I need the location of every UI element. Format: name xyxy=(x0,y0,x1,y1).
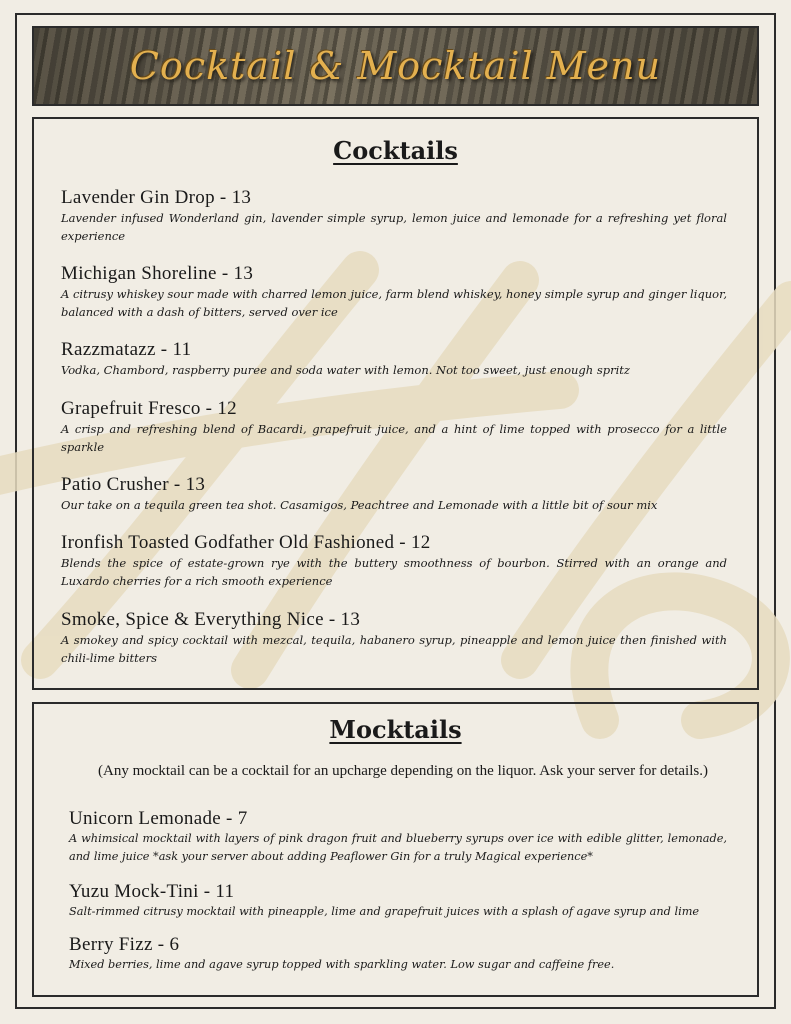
menu-header-banner xyxy=(32,26,759,106)
item-description: Vodka, Chambord, raspberry puree and soda water with lemon. Not too sweet, just enough spritz xyxy=(61,363,630,377)
cocktails-heading: Cocktails xyxy=(333,136,458,165)
item-description: A smokey and spicy cocktail with mezcal, tequila, habanero syrup, pineapple and lemon juice then finished with chili-lime bitters xyxy=(61,633,727,665)
menu-item xyxy=(69,934,727,974)
menu-item xyxy=(69,808,727,866)
menu-title: Cocktail & Mocktail Menu xyxy=(129,44,662,88)
menu-item xyxy=(61,263,727,321)
item-name: Yuzu Mock-Tini - 11 xyxy=(69,881,235,902)
item-description: Salt-rimmed citrusy mocktail with pineapple, lime and grapefruit juices with a splash of agave syrup and lime xyxy=(69,905,700,918)
mocktails-heading: Mocktails xyxy=(329,715,462,744)
item-description: Lavender infused Wonderland gin, lavender simple syrup, lemon juice and lemonade for a refreshing yet floral experience xyxy=(61,211,727,243)
item-name: Michigan Shoreline - 13 xyxy=(61,263,254,284)
item-description: A citrusy whiskey sour made with charred lemon juice, farm blend whiskey, honey simple syrup and ginger liquor, balanced with a dash of bitters, served over ice xyxy=(61,287,727,319)
item-name: Grapefruit Fresco - 12 xyxy=(61,398,237,419)
item-name: Berry Fizz - 6 xyxy=(69,934,180,955)
menu-item xyxy=(61,187,727,245)
item-name: Patio Crusher - 13 xyxy=(61,474,206,495)
menu-item xyxy=(61,398,727,456)
item-name: Ironfish Toasted Godfather Old Fashioned - 12 xyxy=(61,532,431,553)
item-name: Smoke, Spice & Everything Nice - 13 xyxy=(61,609,361,630)
item-name: Unicorn Lemonade - 7 xyxy=(69,808,248,829)
menu-item xyxy=(61,532,727,590)
mocktails-section xyxy=(32,702,759,997)
menu-item xyxy=(61,474,727,514)
item-description: A whimsical mocktail with layers of pink dragon fruit and blueberry syrups over ice with edible glitter, lemonade, and lime juice *ask your server about adding Peaflower Gin for a truly Magical experience* xyxy=(69,832,727,863)
item-name: Lavender Gin Drop - 13 xyxy=(61,187,252,208)
cocktails-section xyxy=(32,117,759,690)
item-name: Razzmatazz - 11 xyxy=(61,339,192,360)
item-description: A crisp and refreshing blend of Bacardi, grapefruit juice, and a hint of lime topped with prosecco for a little sparkle xyxy=(61,422,727,454)
mocktail-note: (Any mocktail can be a cocktail for an upcharge depending on the liquor. Ask your server for details.) xyxy=(98,763,708,779)
item-description: Mixed berries, lime and agave syrup topped with sparkling water. Low sugar and caffeine free. xyxy=(69,958,615,971)
menu-item xyxy=(61,339,727,379)
menu-item xyxy=(61,609,727,667)
menu-item xyxy=(69,881,727,921)
item-description: Our take on a tequila green tea shot. Casamigos, Peachtree and Lemonade with a little bit of sour mix xyxy=(61,498,658,512)
item-description: Blends the spice of estate-grown rye with the buttery smoothness of bourbon. Stirred with an orange and Luxardo cherries for a rich smooth experience xyxy=(61,556,727,588)
